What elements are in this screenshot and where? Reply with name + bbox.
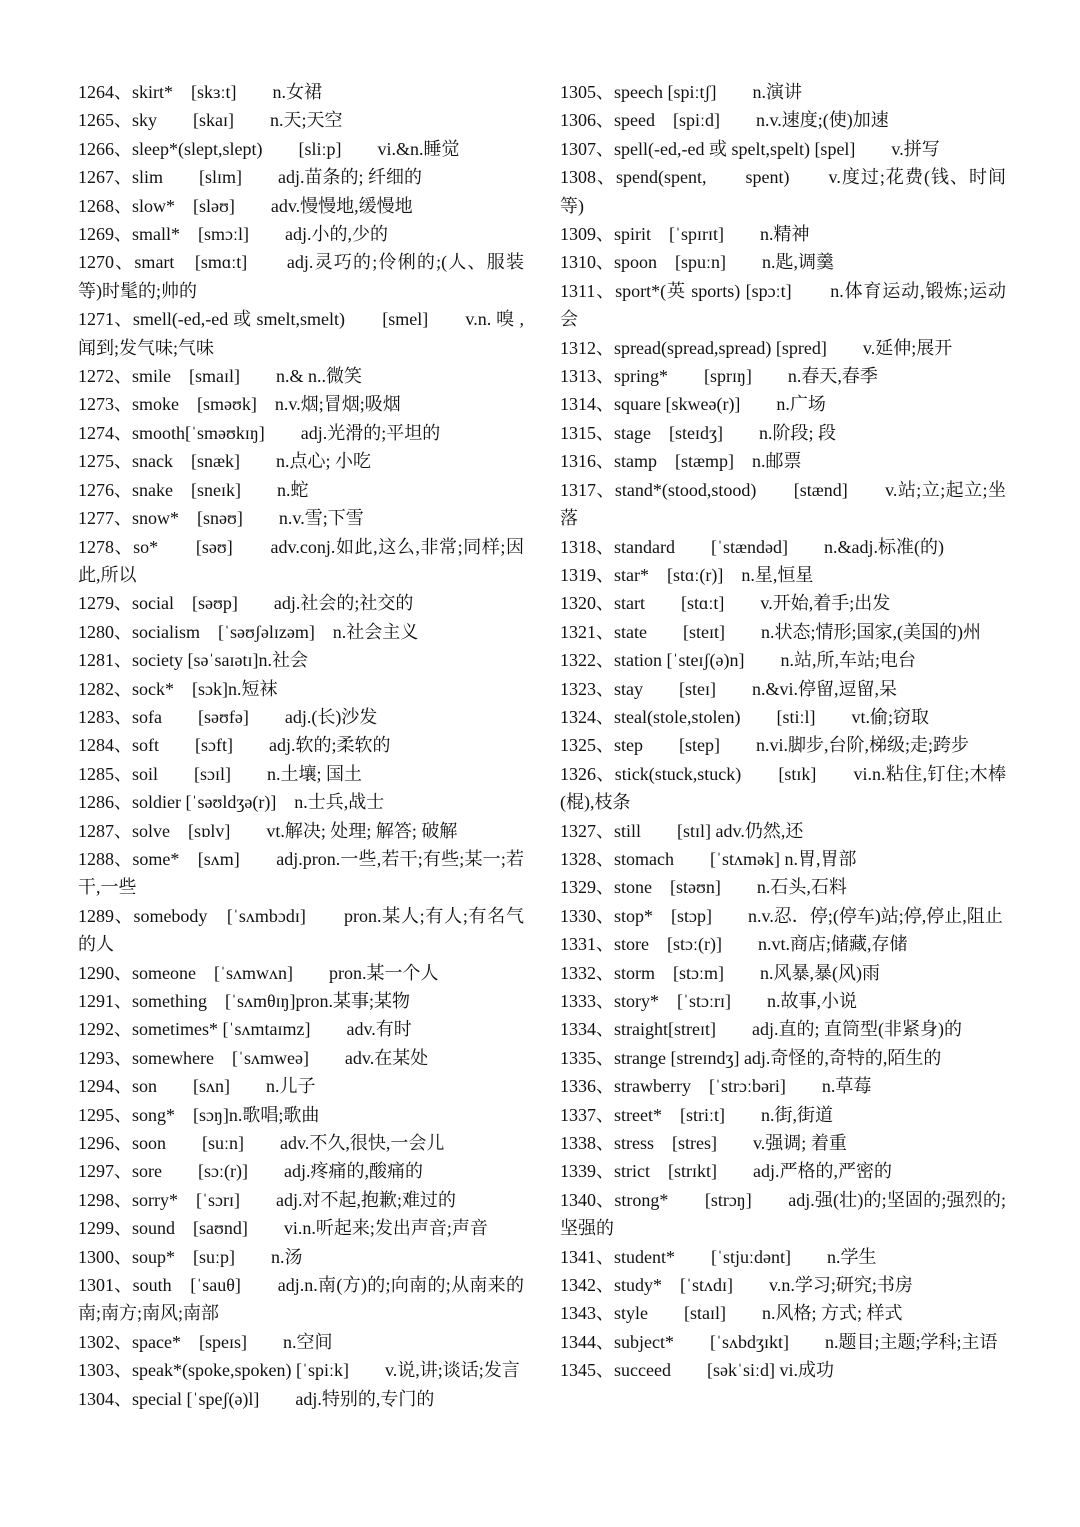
vocab-entry: 1285、soil [sɔɪl] n.土壤; 国土: [78, 763, 362, 784]
vocab-entry: 1320、start [stɑːt] v.开始,着手;出发: [560, 593, 891, 614]
vocab-entry: 1303、speak*(spoke,spoken) [ˈspiːk] v.说,讲;谈话;发言: [78, 1360, 520, 1381]
vocab-entry: 1292、sometimes* [ˈsʌmtaɪmz] adv.有时: [78, 1019, 412, 1040]
vocab-entry: 1337、street* [striːt] n.街,街道: [560, 1104, 833, 1125]
vocab-entry: 1308、spend(spent, spent) v.度过;花费(钱、时间等): [560, 167, 1006, 216]
vocab-entry: 1269、small* [smɔːl] adj.小的,少的: [78, 224, 388, 245]
vocab-entry: 1319、star* [stɑː(r)] n.星,恒星: [560, 564, 814, 585]
vocab-entry: 1342、study* [ˈstʌdɪ] v.n.学习;研究;书房: [560, 1275, 913, 1296]
vocab-entry: 1289、somebody [ˈsʌmbɔdɪ] pron.某人;有人;有名气的人: [78, 905, 524, 955]
vocab-entry: 1274、smooth[ˈsməʊkɪŋ] adj.光滑的;平坦的: [78, 422, 441, 443]
vocab-entry: 1310、spoon [spuːn] n.匙,调羹: [560, 252, 834, 273]
vocab-entry: 1294、son [sʌn] n.儿子: [78, 1076, 316, 1097]
vocab-entry: 1344、subject* [ˈsʌbdʒɪkt] n.题目;主题;学科;主语: [560, 1331, 998, 1352]
vocab-entry: 1278、so* [səʊ] adv.conj.如此,这么,非常;同样;因此,所以: [78, 536, 524, 585]
vocab-entry: 1338、stress [stres] v.强调; 着重: [560, 1133, 847, 1154]
vocab-entry: 1276、snake [sneɪk] n.蛇: [78, 479, 309, 500]
vocab-entry: 1340、strong* [strɔŋ] adj.强(壮)的;坚固的;强烈的;坚强的: [560, 1189, 1006, 1239]
vocab-entry: 1307、spell(-ed,-ed 或 spelt,spelt) [spel] v.拼写: [560, 138, 940, 159]
vocab-entry: 1282、sock* [sɔk]n.短袜: [78, 678, 278, 699]
vocab-entry: 1317、stand*(stood,stood) [stænd] v.站;立;起立;坐落: [560, 479, 1006, 529]
vocab-entry: 1272、smile [smaɪl] n.& n..微笑: [78, 366, 362, 387]
vocab-entry: 1300、soup* [suːp] n.汤: [78, 1246, 303, 1267]
right-column: [560, 78, 1006, 1385]
vocab-entry: 1331、store [stɔː(r)] n.vt.商店;储藏,存储: [560, 934, 908, 955]
vocab-entry: 1279、social [səʊp] adj.社会的;社交的: [78, 593, 414, 614]
vocab-entry: 1343、style [staɪl] n.风格; 方式; 样式: [560, 1303, 903, 1324]
vocab-entry: 1323、stay [steɪ] n.&vi.停留,逗留,呆: [560, 678, 897, 699]
vocab-entry: 1325、step [step] n.vi.脚步,台阶,梯级;走;跨步: [560, 735, 969, 756]
vocab-entry: 1266、sleep*(slept,slept) [sliːp] vi.&n.睡觉: [78, 138, 460, 159]
vocab-entry: 1316、stamp [stæmp] n.邮票: [560, 451, 802, 472]
vocab-entry: 1336、strawberry [ˈstrɔːbəri] n.草莓: [560, 1076, 872, 1097]
vocab-entry: 1318、standard [ˈstændəd] n.&adj.标准(的): [560, 536, 944, 557]
vocab-entry: 1322、station [ˈsteɪʃ(ə)n] n.站,所,车站;电台: [560, 650, 916, 671]
vocab-entry: 1339、strict [strɪkt] adj.严格的,严密的: [560, 1161, 892, 1182]
vocab-entry: 1330、stop* [stɔp] n.v.忍．停;(停车)站;停,停止,阻止: [560, 905, 1003, 926]
vocab-entry: 1286、soldier [ˈsəʊldʒə(r)] n.士兵,战士: [78, 792, 385, 813]
vocab-entry: 1315、stage [steɪdʒ] n.阶段; 段: [560, 422, 836, 443]
vocab-entry: 1297、sore [sɔː(r)] adj.疼痛的,酸痛的: [78, 1161, 423, 1182]
vocab-entry: 1332、storm [stɔːm] n.风暴,暴(风)雨: [560, 962, 880, 983]
vocab-entry: 1305、speech [spiːtʃ] n.演讲: [560, 82, 802, 102]
vocab-entry: 1273、smoke [sməʊk] n.v.烟;冒烟;吸烟: [78, 394, 401, 415]
vocab-entry: 1287、solve [sɒlv] vt.解决; 处理; 解答; 破解: [78, 820, 458, 841]
vocab-entry: 1302、space* [speɪs] n.空间: [78, 1331, 333, 1352]
vocab-entry: 1314、square [skweə(r)] n.广场: [560, 394, 826, 415]
vocab-entry: 1306、speed [spiːd] n.v.速度;(使)加速: [560, 110, 889, 131]
vocab-entry: 1309、spirit [ˈspɪrɪt] n.精神: [560, 224, 810, 245]
vocab-entry: 1283、sofa [səʊfə] adj.(长)沙发: [78, 706, 378, 727]
vocab-entry: 1327、still [stɪl] adv.仍然,还: [560, 820, 804, 841]
vocab-entry: 1264、skirt* [skɜːt] n.女裙: [78, 82, 323, 102]
vocab-entry: 1275、snack [snæk] n.点心; 小吃: [78, 451, 371, 472]
vocab-entry: 1267、slim [slɪm] adj.苗条的; 纤细的: [78, 167, 422, 188]
vocab-entry: 1301、south [ˈsauθ] adj.n.南(方)的;向南的;从南来的南;南方;南风;南部: [78, 1275, 524, 1324]
vocab-entry: 1299、sound [saʊnd] vi.n.听起来;发出声音;声音: [78, 1218, 488, 1239]
vocab-entry: 1298、sorry* [ˈsɔrɪ] adj.对不起,抱歉;难过的: [78, 1189, 456, 1210]
vocab-entry: 1333、story* [ˈstɔːrɪ] n.故事,小说: [560, 991, 857, 1011]
vocab-entry: 1288、some* [sʌm] adj.pron.一些,若干;有些;某一;若干,一些: [78, 848, 524, 898]
vocab-entry: 1345、succeed [səkˈsiːd] vi.成功: [560, 1360, 834, 1381]
left-column: [78, 78, 524, 1413]
vocab-entry: 1341、student* [ˈstjuːdənt] n.学生: [560, 1246, 877, 1267]
vocab-entry: 1265、sky [skaɪ] n.天;天空: [78, 110, 343, 131]
vocab-entry: 1334、straight[streɪt] adj.直的; 直筒型(非紧身)的: [560, 1019, 962, 1040]
vocab-entry: 1268、slow* [sləʊ] adv.慢慢地,缓慢地: [78, 195, 413, 216]
vocab-entry: 1291、something [ˈsʌmθɪŋ]pron.某事;某物: [78, 991, 411, 1011]
vocab-entry: 1271、smell(-ed,-ed 或 smelt,smelt) [smel] v.n. 嗅 ,闻到;发气味;气味: [78, 309, 524, 358]
vocab-entry: 1304、special [ˈspeʃ(ə)l] adj.特别的,专门的: [78, 1388, 435, 1409]
vocab-entry: 1280、socialism [ˈsəʊʃəlɪzəm] n.社会主义: [78, 621, 419, 642]
vocab-entry: 1290、someone [ˈsʌmwʌn] pron.某一个人: [78, 962, 439, 983]
vocab-entry: 1321、state [steɪt] n.状态;情形;国家,(美国的)州: [560, 621, 981, 642]
vocab-entry: 1281、society [səˈsaɪətɪ]n.社会: [78, 650, 308, 671]
vocab-entry: 1329、stone [stəʊn] n.石头,石料: [560, 877, 847, 898]
vocab-entry: 1296、soon [suːn] adv.不久,很快,一会儿: [78, 1133, 445, 1154]
vocab-entry: 1335、strange [streɪndʒ] adj.奇怪的,奇特的,陌生的: [560, 1047, 942, 1068]
vocab-entry: 1295、song* [sɔŋ]n.歌唱;歌曲: [78, 1104, 320, 1125]
vocab-entry: 1324、steal(stole,stolen) [stiːl] vt.偷;窃取: [560, 706, 929, 727]
vocab-entry: 1270、smart [smɑːt] adj.灵巧的;伶俐的;(人、服装等)时髦的;帅的: [78, 252, 524, 301]
vocab-entry: 1312、spread(spread,spread) [spred] v.延伸;展开: [560, 337, 953, 358]
vocab-entry: 1328、stomach [ˈstʌmək] n.胃,胃部: [560, 848, 857, 869]
vocab-entry: 1284、soft [sɔft] adj.软的;柔软的: [78, 735, 391, 756]
vocab-entry: 1277、snow* [snəʊ] n.v.雪;下雪: [78, 508, 364, 529]
vocab-entry: 1326、stick(stuck,stuck) [stɪk] vi.n.粘住,钉住;木棒(棍),枝条: [560, 763, 1006, 813]
vocab-entry: 1311、sport*(英 sports) [spɔːt] n.体育运动,锻炼;运动会: [560, 280, 1006, 330]
vocab-entry: 1293、somewhere [ˈsʌmweə] adv.在某处: [78, 1047, 429, 1068]
vocab-entry: 1313、spring* [sprɪŋ] n.春天,春季: [560, 366, 878, 387]
